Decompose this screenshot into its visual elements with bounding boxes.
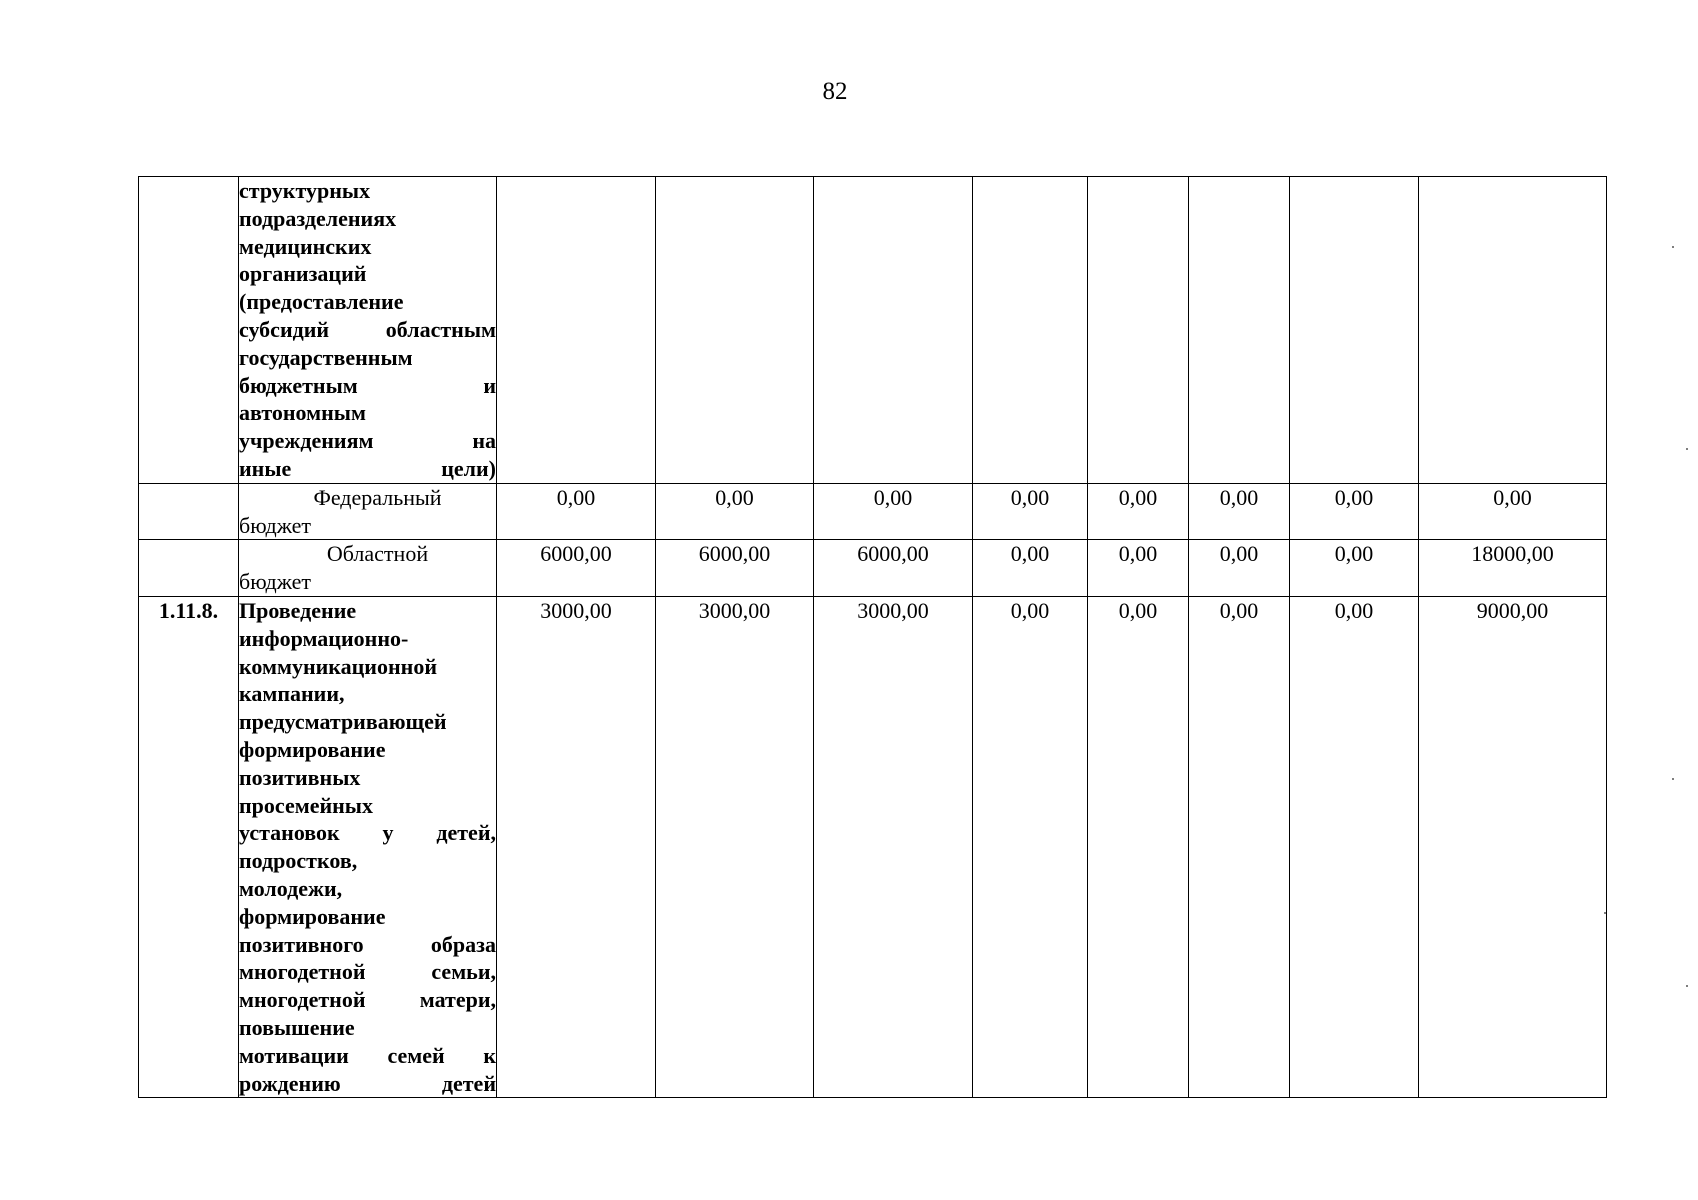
value-cell-total: 18000,00 — [1419, 540, 1607, 597]
row-number-cell: 1.11.8. — [139, 596, 239, 1097]
description-line: иные цели) — [239, 455, 496, 481]
value-cell: 0,00 — [973, 483, 1088, 540]
value-cell: 0,00 — [973, 596, 1088, 1097]
description-line: подразделениях — [239, 205, 397, 231]
description-line: организаций — [239, 261, 367, 287]
budget-table — [138, 176, 1607, 1098]
description-line: мотивации семей к — [239, 1042, 496, 1068]
description-cell — [239, 177, 497, 484]
description-line: коммуникационной — [239, 653, 438, 679]
scan-speck — [1686, 448, 1688, 450]
description-line: многодетной матери, — [239, 987, 496, 1013]
value-cell: 0,00 — [1290, 483, 1419, 540]
description-line: государственным — [239, 344, 413, 370]
value-cell-total: 0,00 — [1419, 483, 1607, 540]
table-row-federal — [139, 483, 1607, 540]
value-cell: 0,00 — [973, 540, 1088, 597]
value-cell: 0,00 — [1189, 483, 1290, 540]
description-line: повышение — [239, 1014, 355, 1040]
value-cell — [1290, 177, 1419, 484]
row-number-cell — [139, 177, 239, 484]
page-number: 82 — [822, 78, 848, 105]
funding-source-label: бюджет — [239, 512, 311, 538]
funding-source-label: Федеральный — [313, 484, 442, 510]
description-line: структурных — [239, 178, 371, 203]
value-cell: 0,00 — [1290, 540, 1419, 597]
description-line: подростков, — [239, 848, 358, 874]
value-cell — [1088, 177, 1189, 484]
funding-source-cell — [239, 483, 497, 540]
value-cell: 0,00 — [1088, 596, 1189, 1097]
value-cell: 3000,00 — [814, 596, 973, 1097]
funding-source-label: бюджет — [239, 569, 311, 595]
scan-speck — [1672, 778, 1674, 780]
description-line: бюджетным и — [239, 372, 496, 398]
description-line: медицинских — [239, 233, 372, 259]
value-cell: 6000,00 — [814, 540, 973, 597]
description-line: позитивного образа — [239, 931, 496, 957]
description-line: учреждениям на — [239, 428, 496, 454]
description-line: (предоставление — [239, 289, 404, 315]
table-row-item — [139, 596, 1607, 1097]
scan-speck — [1672, 246, 1674, 248]
value-cell: 0,00 — [656, 483, 814, 540]
description-line: кампании, — [239, 681, 345, 707]
description-line: субсидий областным — [239, 316, 496, 342]
value-cell — [497, 177, 656, 484]
value-cell: 0,00 — [814, 483, 973, 540]
value-cell — [1419, 177, 1607, 484]
description-line: установок у детей, — [239, 820, 496, 846]
value-cell: 0,00 — [1088, 540, 1189, 597]
description-line: многодетной семьи, — [239, 959, 496, 985]
description-line: формирование — [239, 903, 386, 929]
scan-speck — [1686, 985, 1688, 987]
row-number-cell — [139, 540, 239, 597]
description-line: автономным — [239, 400, 366, 426]
description-line: позитивных — [239, 764, 361, 790]
description-line: формирование — [239, 736, 386, 762]
row-number-cell — [139, 483, 239, 540]
value-cell — [973, 177, 1088, 484]
value-cell: 0,00 — [1088, 483, 1189, 540]
value-cell — [656, 177, 814, 484]
value-cell: 6000,00 — [497, 540, 656, 597]
value-cell: 6000,00 — [656, 540, 814, 597]
scan-speck — [1604, 912, 1606, 914]
description-line: молодежи, — [239, 875, 343, 901]
description-line: Проведение — [239, 597, 357, 623]
description-line: предусматривающей — [239, 709, 447, 735]
value-cell: 3000,00 — [656, 596, 814, 1097]
description-cell — [239, 596, 497, 1097]
value-cell: 0,00 — [1290, 596, 1419, 1097]
description-line: просемейных — [239, 792, 373, 818]
value-cell: 0,00 — [1189, 596, 1290, 1097]
description-line: информационно- — [239, 625, 409, 651]
value-cell: 0,00 — [497, 483, 656, 540]
value-cell-total: 9000,00 — [1419, 596, 1607, 1097]
funding-source-cell — [239, 540, 497, 597]
value-cell: 0,00 — [1189, 540, 1290, 597]
funding-source-label: Областной — [326, 541, 429, 567]
value-cell: 3000,00 — [497, 596, 656, 1097]
value-cell — [1189, 177, 1290, 484]
table-row-continuation — [139, 177, 1607, 484]
description-line: рождению детей — [239, 1070, 496, 1096]
value-cell — [814, 177, 973, 484]
table-row-regional — [139, 540, 1607, 597]
